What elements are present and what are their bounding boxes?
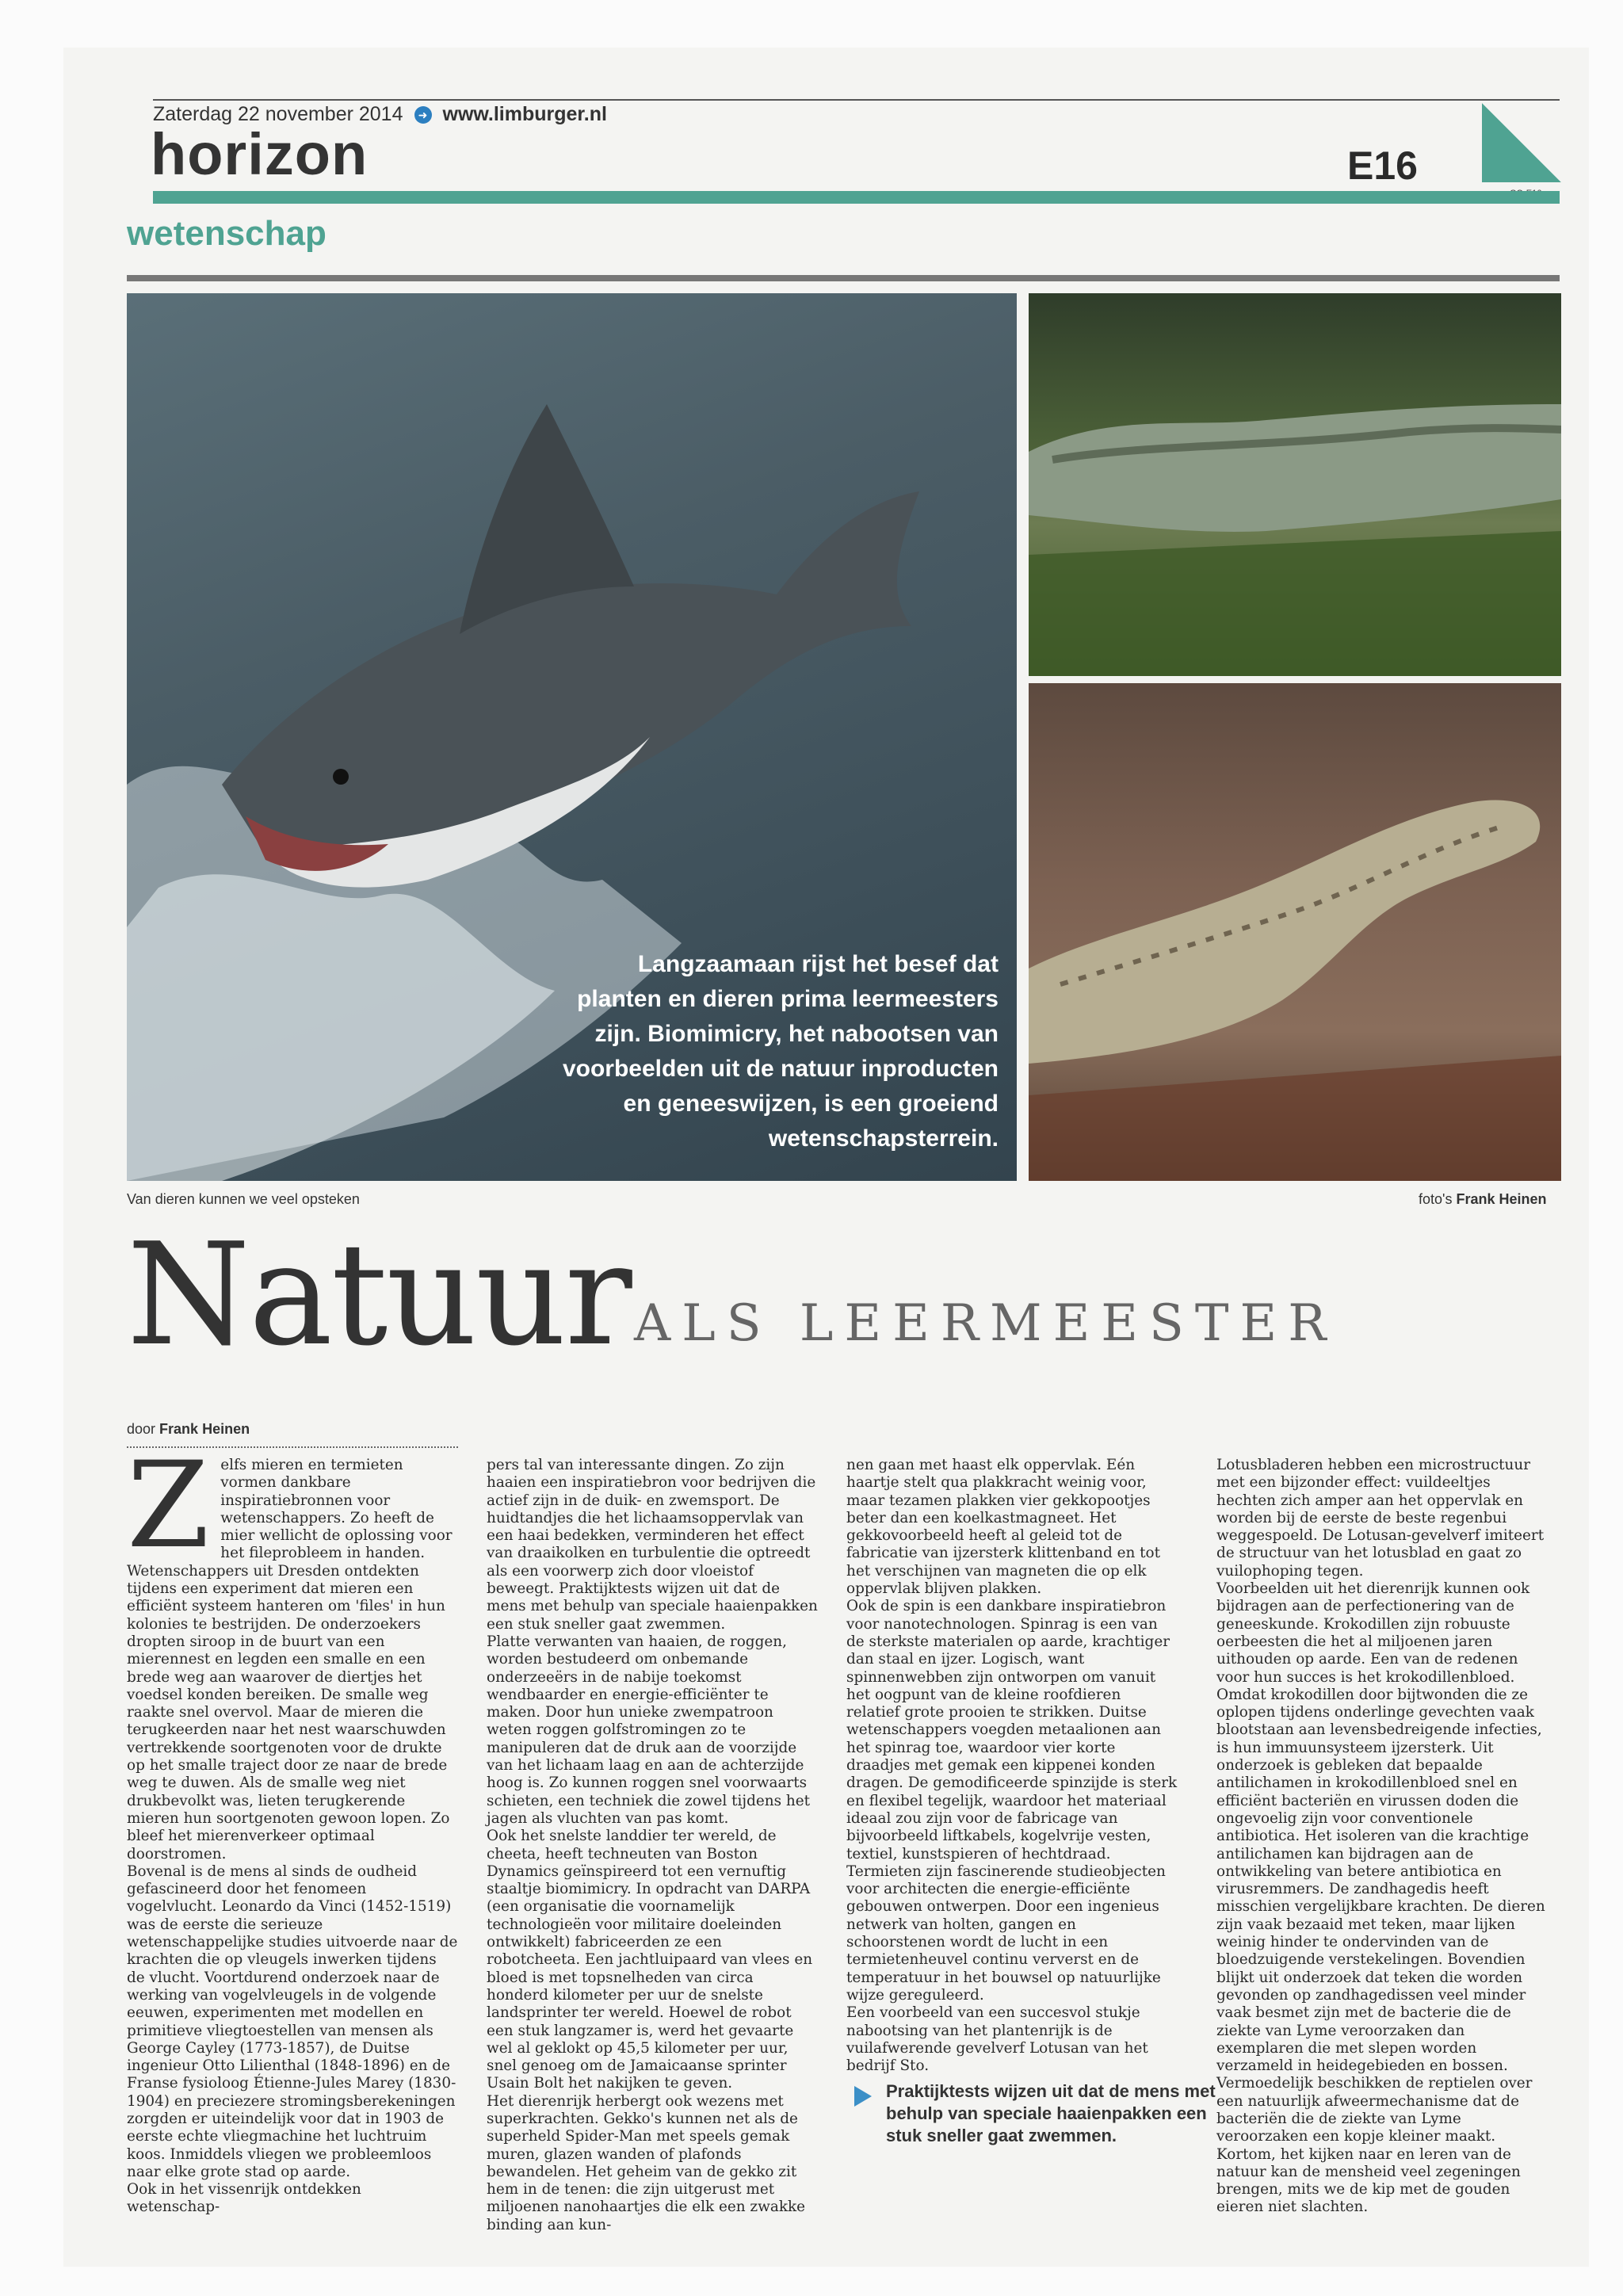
website-link[interactable]: www.limburger.nl <box>442 103 607 125</box>
photo-credit <box>1419 1191 1547 1208</box>
article-column-3: nen gaan met haast elk oppervlak. Eén haartje stelt qua plakkracht weinig voor, maar tezamen plakken vier gekkopootjes beter dan een koelkastmagneet. Het gekkovoorbeeld heeft al geleid tot de fabricatie van ijzersterk klittenband en tot het verschijnen van magneten die op elk oppervlak blijven plakken. Ook de spin is een dankbare inspiratiebron voor nanotechnologen. Spinrag is een van de sterkste materialen op aarde, krachtiger dan staal en ijzer. Logisch, want spinnenwebben zijn ontworpen om vanuit het oogpunt van de kleine roofdieren relatief grote prooien te strikken. Duitse wetenschappers voegden metaalionen aan het spinrag toe, waardoor vier korte draadjes met gemak een kippenei konden dragen. De gemodificeerde spinzijde is sterk en flexibel tegelijk, waardoor het materiaal ideaal zou zijn voor de fabricage van bijvoorbeeld liftkabels, kogelvrije vesten, textiel, kunstspieren of hechtdraad. Termieten zijn fascinerende studieobjecten voor architecten die energie-efficiënte gebouwen ontwerpen. Door een ingenieus netwerk van holten, gangen en schoorstenen wordt de lucht in een termietenheuvel continu ververst en de temperatuur in het bouwsel op natuurlijke wijze gereguleerd. Een voorbeeld van een succesvol stukje nabootsing van het plantenrijk is de vuilafwerende gevelverf Lotusan van het bedrijf Sto. <box>846 1457 1178 2075</box>
corner-triangle-icon <box>1482 103 1561 182</box>
subsection-title: wetenschap <box>127 214 327 253</box>
photo-lead-text: Langzaamaan rijst het besef dat planten en dieren prima leermeesters zijn. Biomimicry, het nabootsen van voorbeelden uit de natuur inproducten en geneeswijzen, is een groeiend wetenschapsterrein. <box>562 951 999 1152</box>
credit-prefix: foto's <box>1419 1191 1453 1207</box>
photo-caption: Van dieren kunnen we veel opsteken <box>127 1191 360 1207</box>
arrow-icon: ➜ <box>414 106 432 124</box>
article-column-2: pers tal van interessante dingen. Zo zijn haaien een inspiratiebron voor bedrijven die actief zijn in de duik- en zwemsport. De huidtandjes die het lichaamsoppervlak van een haai bedekken, verminderen het effect van draaikolken en turbulentie die optreedt als een voorwerp zich door vloeistof beweegt. Praktijktests wijzen uit dat de mens met behulp van speciale haaienpakken een stuk sneller gaat zwemmen. Platte verwanten van haaien, de roggen, worden bestudeerd om onbemande onderzeeërs in de nabije toekomst wendbaarder en energie-efficiënter te maken. Door hun unieke zwempatroon weten roggen golfstromingen zo te manipuleren dat de druk aan de voorzijde van het lichaam laag en aan de achterzijde hoog is. Zo kunnen roggen snel voorwaarts schieten, een techniek die zowel tijdens het jagen als vluchten van pas komt. Ook het snelste landdier ter wereld, de cheeta, heeft techneuten van Boston Dynamics geïnspireerd tot een vernuftig staaltje biomimicry. In opdracht van DARPA (een organisatie die voornamelijk technologieën voor militaire doeleinden ontwikkelt) fabriceerden ze een robotcheeta. Een jachtluipaard van vlees en bloed is met topsnelheden van circa honderd kilometer per uur de snelste landsprinter ter wereld. Hoewel de robot een stuk langzamer is, werd het gevaarte wel al geklokt op 45,5 kilometer per uur, snel genoeg om de Jamaicaanse sprinter Usain Bolt het nakijken te geven. Het dierenrijk herbergt ook wezens met superkrachten. Gekko's kunnen net als de superheld Spider-Man met speels gemak muren, glazen wanden of plafonds bewandelen. Het geheim van de gekko zit hem in de tenen: die zijn uitgerust met miljoenen nanohaartjes die elk een zwakke binding aan kun- <box>487 1457 818 2233</box>
subsection-rule <box>127 275 1560 281</box>
page-number: E16 <box>1347 143 1418 188</box>
byline-author: Frank Heinen <box>159 1421 250 1437</box>
header-rule <box>153 99 1560 101</box>
article-title: Natuur <box>127 1213 631 1377</box>
pullquote: Praktijktests wijzen uit dat de mens met behulp van speciale haaienpakken een stuk sneller gaat zwemmen. <box>886 2081 1216 2145</box>
lizard-photo <box>1029 683 1561 1181</box>
section-title: horizon <box>151 121 369 187</box>
byline-prefix: door <box>127 1421 156 1437</box>
section-bar <box>153 191 1560 204</box>
article-column-1 <box>127 1437 458 2217</box>
byline <box>127 1421 250 1438</box>
article-subtitle: ALS LEERMEESTER <box>634 1294 1338 1353</box>
column-1-text: elfs mieren en termieten vormen dankbare inspiratiebronnen voor wetenschappers. Zo heeft de mier wellicht de oplossing voor het fileprobleem in handen. Wetenschappers uit Dresden ontdekten tijdens een experiment dat mieren een efficiënt systeem hanteren om 'files' in hun kolonies te bestrijden. De onderzoekers dropten siroop in de buurt van een mierennest en legden een smalle en een brede weg aan waarover de diertjes het voedsel konden bereiken. De smalle weg raakte snel overvol. Maar de mieren die terugkeerden naar het nest waarschuwden vertrekkende soortgenoten voor de drukte op het smalle traject door ze naar de brede weg te duwen. Als de smalle weg niet drukbevolkt was, lieten terugkerende mieren hun soortgenoten gewoon lopen. Zo bleef het mierenverkeer optimaal doorstromen. Bovenal is de mens al sinds de oudheid gefascineerd door het fenomeen vogelvlucht. Leonardo da Vinci (1452-1519) was de eerste die serieuze wetenschappelijke studies uitvoerde naar de krachten die op vleugels inwerken tijdens de vlucht. Voortdurend onderzoek naar de werking van vogelvleugels in de volgende eeuwen, experimenten met modellen en primitieve vliegtoestellen van mensen als George Cayley (1773-1857), de Duitse ingenieur Otto Lilienthal (1848-1896) en de Franse fysioloog Étienne-Jules Marey (1830-1904) en preciezere stromingsberekeningen zorgden er uiteindelijk voor dat in 1903 de eerste echte vliegmachine het luchtruim koos. Inmiddels vliegen we probleemloos naar elke grote stad op aarde. Ook in het vissenrijk ontdekken wetenschap- <box>127 1457 458 2216</box>
drop-cap: Z <box>127 1437 210 1575</box>
article-column-4: Lotusbladeren hebben een microstructuur met een bijzonder effect: vuildeeltjes hechten zich amper aan het oppervlak en worden bij de eerste de beste regenbui weggespoeld. De Lotusan-gevelverf imiteert de structuur van het lotusblad en gaat zo vuilophoping tegen. Voorbeelden uit het dierenrijk kunnen ook bijdragen aan de perfectionering van de geneeskunde. Krokodillen zijn robuuste oerbeesten die het al miljoenen jaren uithouden op aarde. Een van de redenen voor hun succes is het krokodillenbloed. Omdat krokodillen door bijtwonden die ze oplopen tijdens onderlinge gevechten vaak blootstaan aan levensbedreigende infecties, is hun immuunsysteem ijzersterk. Uit onderzoek is gebleken dat bepaalde antilichamen in krokodillenbloed snel en efficiënt bacteriën en virussen doden die ongevoelig zijn voor conventionele antibiotica. Het isoleren van die krachtige antilichamen kan bijdragen aan de ontwikkeling van betere antibiotica en virusremmers. De zandhagedis heeft misschien vergelijkbare krachten. De dieren zijn vaak bezaaid met teken, maar lijken weinig hinder te ondervinden van de bloedzuigende verstekelingen. Bovendien blijkt uit onderzoek dat teken die worden gevonden op zandhagedissen veel minder vaak besmet zijn met de bacterie die de ziekte van Lyme veroorzaken dan exemplaren die met slepen worden verzameld in heidegebieden en bossen. Vermoedelijk beschikken de reptielen over een natuurlijk afweermechanisme dat de bacteriën die de ziekte van Lyme veroorzaken een kopje kleiner maakt. Kortom, het kijken naar en leren van de natuur kan de mensheid veel zegeningen brengen, mits we de kip met de gouden eieren niet slachten. <box>1216 1457 1545 2216</box>
credit-name: Frank Heinen <box>1456 1191 1547 1207</box>
crocodile-photo <box>1029 293 1561 676</box>
date: Zaterdag 22 november 2014 <box>153 103 403 125</box>
